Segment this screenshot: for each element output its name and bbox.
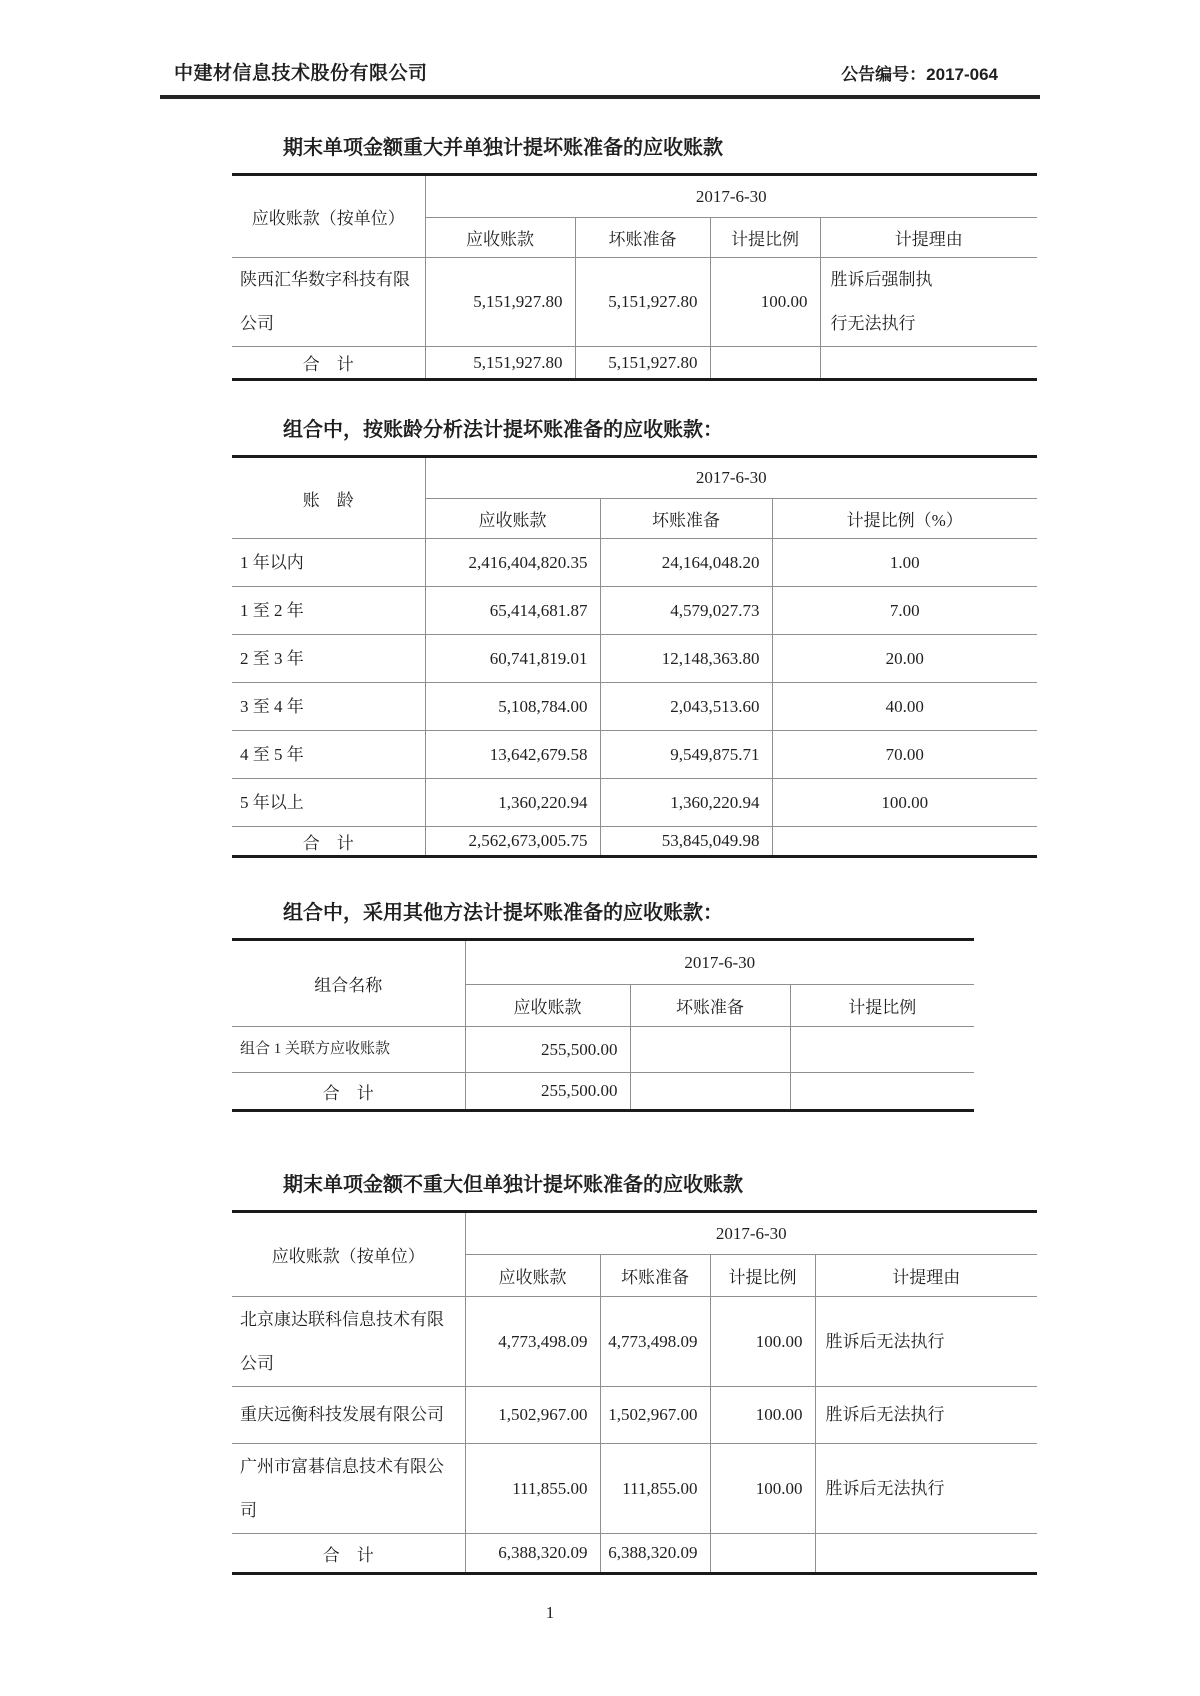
reason-cell: 胜诉后无法执行 [815,1387,1037,1444]
table-other-method [232,938,974,1112]
empty-cell [790,1027,974,1073]
section-title-insignificant-receivables: 期末单项金额不重大但单独计提坏账准备的应收账款 [283,1174,743,1197]
empty-cell [772,827,1037,857]
ratio-cell: 100.00 [710,258,820,347]
column-header: 计提比例 [710,218,820,258]
document-header [160,0,1040,99]
bad-debt-cell: 4,773,498.09 [600,1297,710,1387]
total-label-cell: 合 计 [302,833,354,853]
table-row [232,731,1037,779]
total-receivable-cell: 5,151,927.80 [425,347,575,380]
period-cell: 2017-6-30 [425,175,1037,218]
announcement-number-value: 2017-064 [926,65,998,84]
section-title-other-method: 组合中，采用其他方法计提坏账准备的应收账款： [283,902,723,925]
table-significant-receivables [232,173,1037,381]
row-header-cell: 账 龄 [232,457,425,539]
ratio-cell: 100.00 [772,779,1037,827]
row-header-cell: 组合名称 [232,940,465,1027]
reason-cell: 胜诉后无法执行 [815,1444,1037,1534]
table-row [232,779,1037,827]
column-header: 应收账款 [465,985,630,1027]
company-name: 中建材信息技术股份有限公司 [174,63,428,84]
bad-debt-cell: 1,502,967.00 [600,1387,710,1444]
table-row [232,1027,974,1073]
bad-debt-cell: 2,043,513.60 [600,683,772,731]
table-total-row [232,1534,1037,1574]
empty-cell [710,1534,815,1574]
row-header-cell: 应收账款（按单位） [232,175,425,258]
announcement-number-label: 公告编号： [841,65,927,84]
table-row [232,587,1037,635]
empty-cell [630,1073,790,1111]
period-cell: 2017-6-30 [465,940,974,985]
ratio-cell: 40.00 [772,683,1037,731]
table-period-row [232,175,1037,218]
bad-debt-cell: 24,164,048.20 [600,539,772,587]
row-header-cell: 应收账款（按单位） [232,1212,465,1297]
column-header: 应收账款 [465,1255,600,1297]
empty-cell [820,347,1037,380]
section-title-aging-analysis: 组合中，按账龄分析法计提坏账准备的应收账款： [283,419,723,442]
reason-cell: 胜诉后无法执行 [815,1297,1037,1387]
aging-bucket-cell: 1 年以内 [232,539,425,587]
period-cell: 2017-6-30 [425,457,1037,499]
bad-debt-cell: 111,855.00 [600,1444,710,1534]
table-total-row [232,827,1037,857]
receivable-cell: 60,741,819.01 [425,635,600,683]
total-bad-debt-cell: 6,388,320.09 [600,1534,710,1574]
bad-debt-cell: 9,549,875.71 [600,731,772,779]
column-header: 计提比例 [710,1255,815,1297]
table-row [232,258,1037,347]
total-bad-debt-cell: 53,845,049.98 [600,827,772,857]
debtor-name-cell: 北京康达联科信息技术有限公司 [232,1297,465,1387]
table-aging-analysis [232,455,1037,858]
table-row [232,635,1037,683]
bad-debt-cell: 12,148,363.80 [600,635,772,683]
empty-cell [710,347,820,380]
column-header: 计提理由 [820,218,1037,258]
ratio-cell: 1.00 [772,539,1037,587]
reason-cell [820,258,1037,347]
aging-bucket-cell: 5 年以上 [232,779,425,827]
debtor-name-cell: 陕西汇华数字科技有限公司 [232,258,425,347]
ratio-cell: 100.00 [710,1297,815,1387]
ratio-cell: 100.00 [710,1387,815,1444]
receivable-cell: 5,151,927.80 [425,258,575,347]
total-label-cell: 合 计 [322,1083,374,1103]
total-receivable-cell: 6,388,320.09 [465,1534,600,1574]
ratio-cell: 20.00 [772,635,1037,683]
announcement-number [841,60,1010,85]
reason-text: 胜诉后强制执行无法执行 [830,270,933,334]
column-header: 坏账准备 [600,1255,710,1297]
table-total-row [232,1073,974,1111]
empty-cell [815,1534,1037,1574]
table-row [232,683,1037,731]
portfolio-name-cell: 组合 1 关联方应收账款 [232,1027,465,1073]
section-title-significant-receivables: 期末单项金额重大并单独计提坏账准备的应收账款 [283,137,723,159]
period-cell: 2017-6-30 [465,1212,1037,1255]
table-period-row [232,457,1037,499]
empty-cell [630,1027,790,1073]
aging-bucket-cell: 1 至 2 年 [232,587,425,635]
page-number: 1 [545,1603,555,1623]
column-header: 应收账款 [425,499,600,539]
total-label-cell: 合 计 [322,1545,374,1565]
column-header: 坏账准备 [575,218,710,258]
bad-debt-cell: 1,360,220.94 [600,779,772,827]
ratio-cell: 7.00 [772,587,1037,635]
table-row [232,1387,1037,1444]
bad-debt-cell: 5,151,927.80 [575,258,710,347]
table-total-row [232,347,1037,380]
receivable-cell: 2,416,404,820.35 [425,539,600,587]
ratio-cell: 70.00 [772,731,1037,779]
empty-cell [790,1073,974,1111]
document-page [160,0,1040,1623]
table-insignificant-receivables [232,1210,1037,1575]
table-row [232,1444,1037,1534]
table-row [232,1297,1037,1387]
total-label-cell: 合 计 [302,355,354,375]
aging-bucket-cell: 2 至 3 年 [232,635,425,683]
receivable-cell: 4,773,498.09 [465,1297,600,1387]
receivable-cell: 13,642,679.58 [425,731,600,779]
table-period-row [232,940,974,985]
receivable-cell: 65,414,681.87 [425,587,600,635]
total-receivable-cell: 255,500.00 [465,1073,630,1111]
bad-debt-cell: 4,579,027.73 [600,587,772,635]
column-header: 应收账款 [425,218,575,258]
receivable-cell: 1,502,967.00 [465,1387,600,1444]
column-header: 计提比例 [790,985,974,1027]
receivable-cell: 1,360,220.94 [425,779,600,827]
receivable-cell: 111,855.00 [465,1444,600,1534]
column-header: 坏账准备 [600,499,772,539]
debtor-name-cell: 广州市富碁信息技术有限公司 [232,1444,465,1534]
table-row [232,539,1037,587]
column-header: 计提理由 [815,1255,1037,1297]
column-header: 坏账准备 [630,985,790,1027]
total-bad-debt-cell: 5,151,927.80 [575,347,710,380]
ratio-cell: 100.00 [710,1444,815,1534]
aging-bucket-cell: 3 至 4 年 [232,683,425,731]
column-header: 计提比例（%） [772,499,1037,539]
aging-bucket-cell: 4 至 5 年 [232,731,425,779]
receivable-cell: 255,500.00 [465,1027,630,1073]
debtor-name-cell: 重庆远衡科技发展有限公司 [232,1387,465,1444]
receivable-cell: 5,108,784.00 [425,683,600,731]
table-period-row [232,1212,1037,1255]
total-receivable-cell: 2,562,673,005.75 [425,827,600,857]
